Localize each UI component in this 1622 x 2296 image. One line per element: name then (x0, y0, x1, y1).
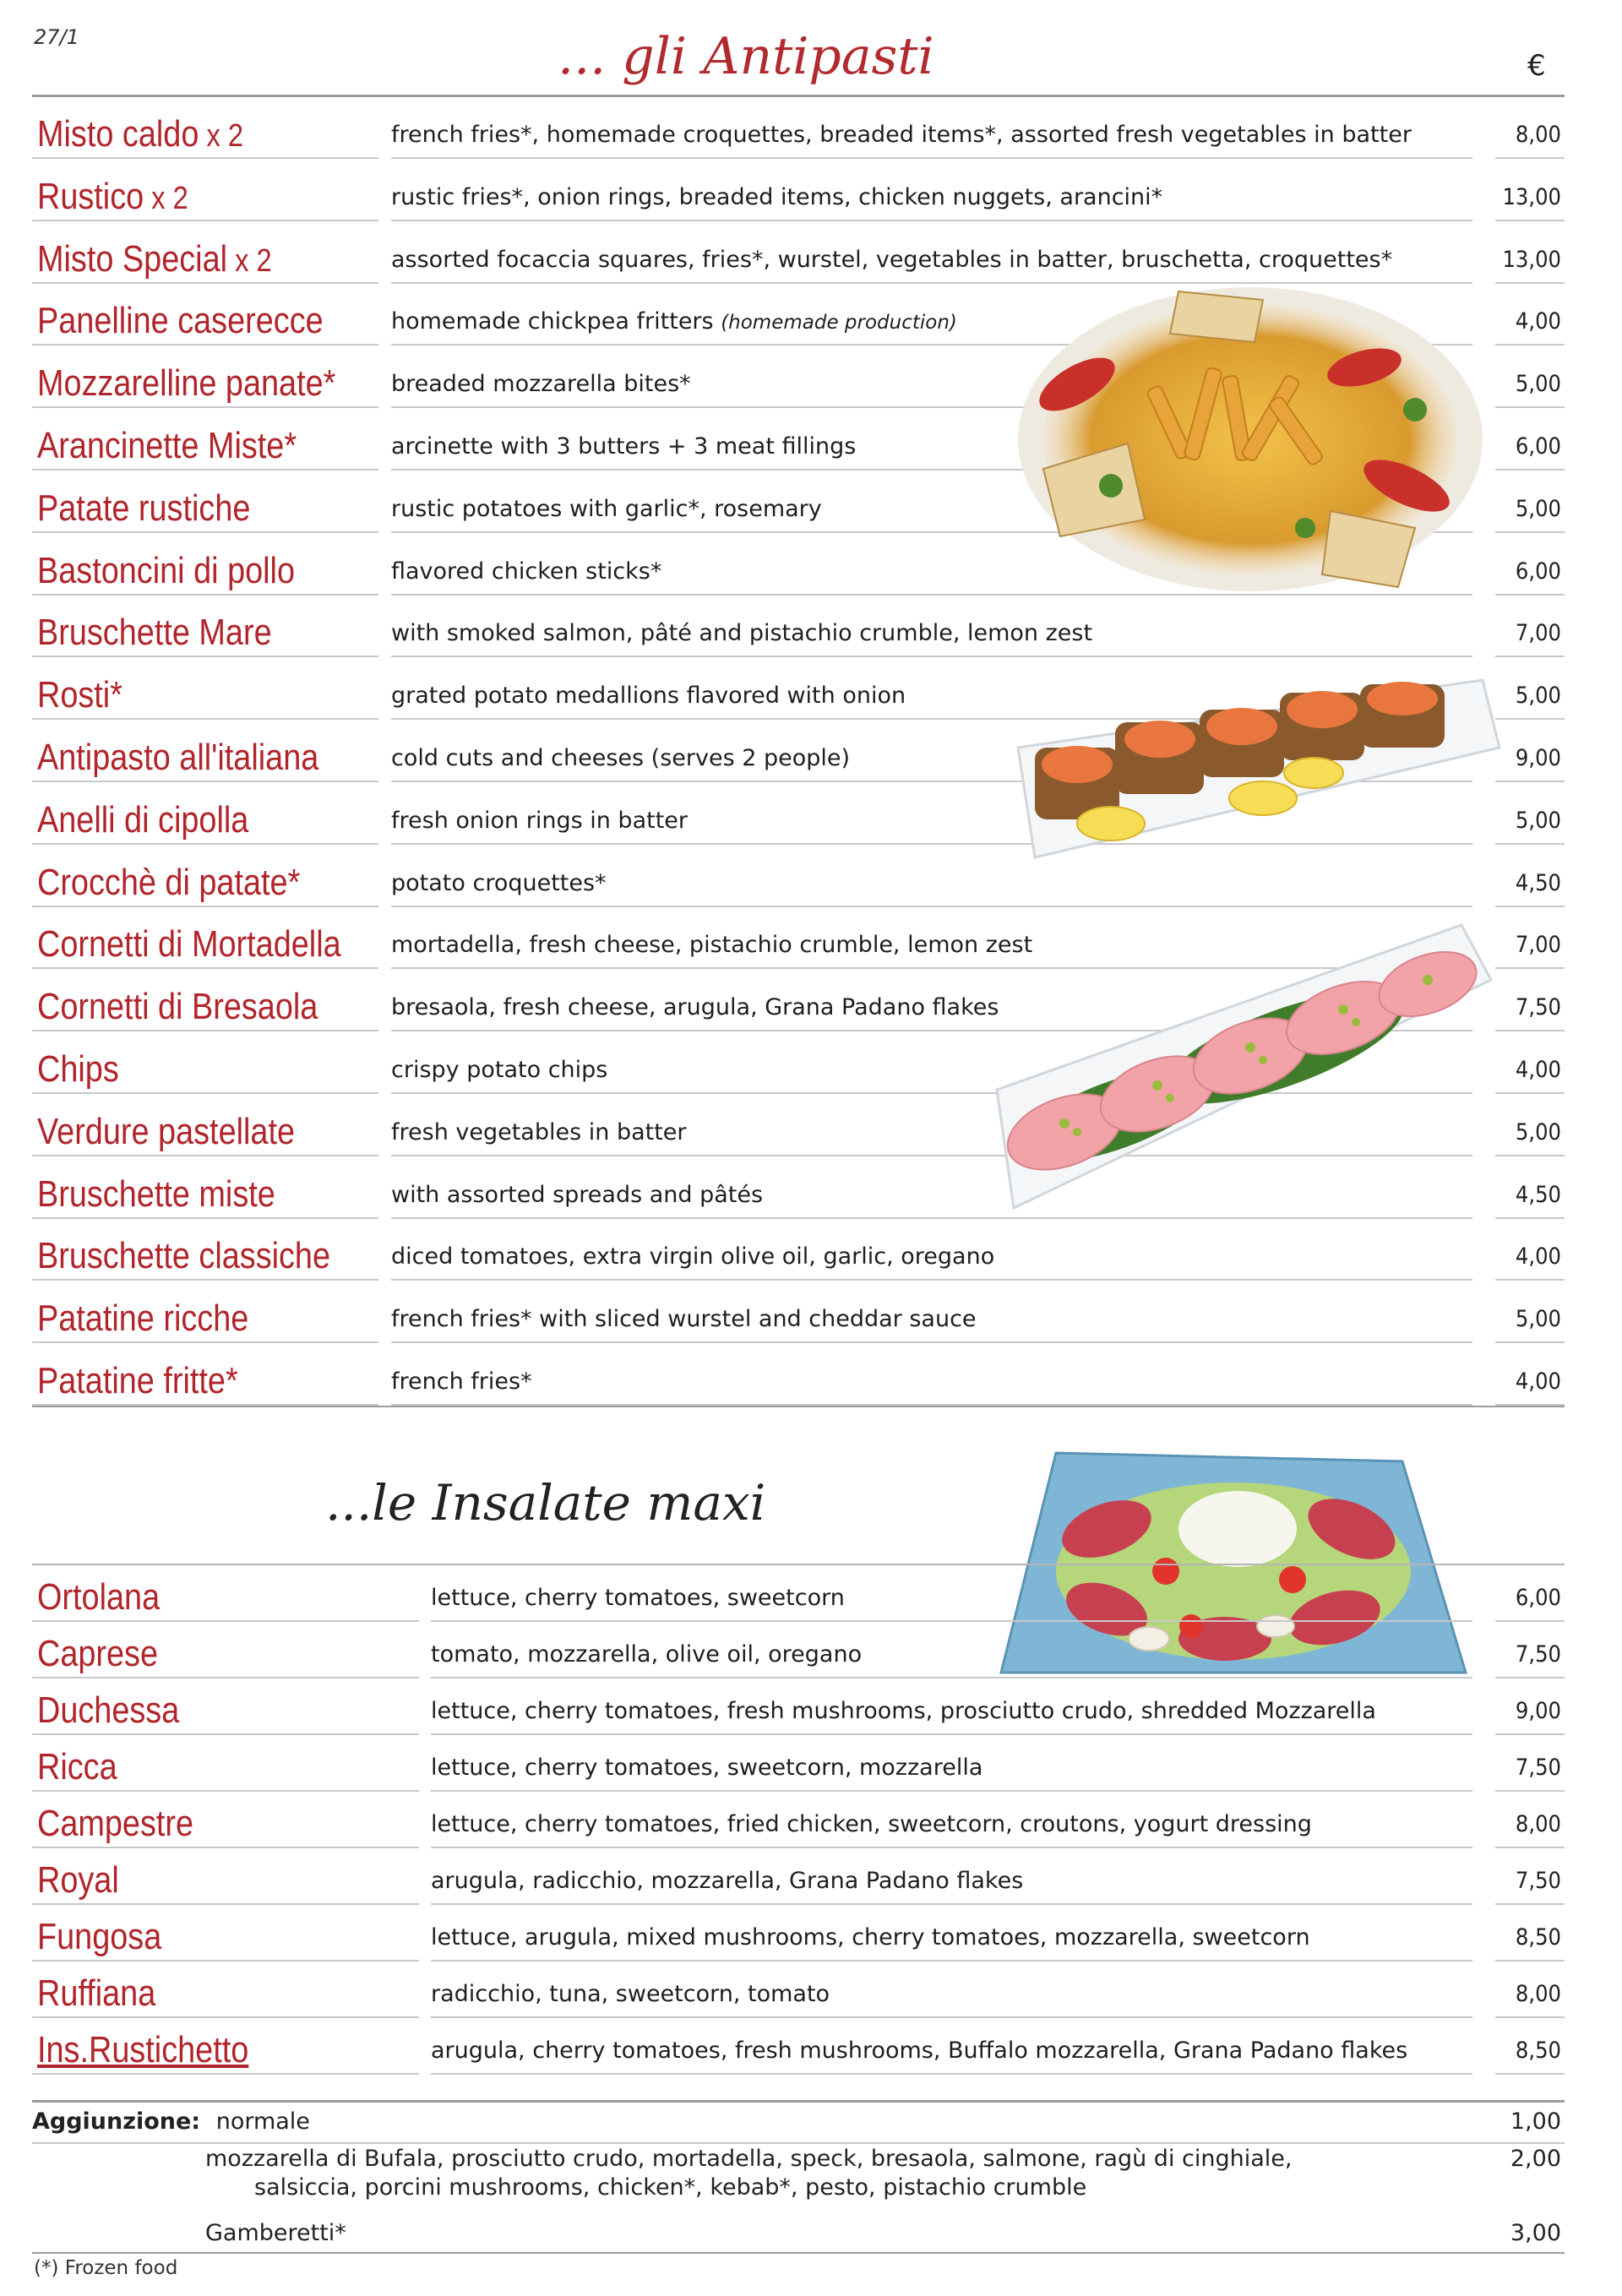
dish-description: flavored chicken sticks* (391, 558, 662, 585)
dish-description: grated potato medallions flavored with onion (391, 683, 906, 710)
dish-description: fresh vegetables in batter (391, 1118, 687, 1145)
salmon-bruschetta-photo (1010, 646, 1508, 874)
dish-name: Cornetti di Bresaola (37, 986, 318, 1028)
additions-label: Aggiunzione: (32, 2108, 201, 2135)
dish-description: rustic fries*, onion rings, breaded items, chicken nuggets, arancini* (391, 183, 1163, 210)
insalate-item (32, 1905, 1565, 1961)
dish-price: 5,00 (1515, 371, 1561, 398)
salad-description: lettuce, cherry tomatoes, fresh mushrooms, prosciutto crudo, shredded Mozzarella (431, 1698, 1376, 1724)
additions-premium-line2: salsiccia, porcini mushrooms, chicken*, kebab*, pesto, pistachio crumble (254, 2174, 1087, 2201)
dish-description: breaded mozzarella bites* (391, 371, 691, 398)
row-rule (431, 2073, 1472, 2075)
footnote: (*) Frozen food (34, 2257, 178, 2279)
salad-description: tomato, mozzarella, olive oil, oregano (431, 1641, 863, 1668)
additions-shrimp-price: 3,00 (1510, 2220, 1561, 2246)
dish-description: potato croquettes* (391, 869, 607, 896)
dish-description: fresh onion rings in batter (391, 807, 688, 834)
dish-name: Patate rustiche (37, 487, 251, 529)
dish-name: Misto caldo x 2 (37, 113, 244, 155)
salad-name: Ricca (37, 1746, 117, 1787)
dish-description: rustic potatoes with garlic*, rosemary (391, 495, 822, 522)
antipasti-item (32, 1343, 1565, 1406)
salad-description: lettuce, cherry tomatoes, sweetcorn (431, 1585, 845, 1611)
dish-description: crispy potato chips (391, 1057, 608, 1083)
dish-price: 5,00 (1515, 683, 1561, 710)
dish-price: 4,00 (1515, 1057, 1561, 1083)
dish-description: diced tomatoes, extra virgin olive oil, garlic, oregano (391, 1243, 995, 1270)
dish-price: 5,00 (1515, 1118, 1561, 1145)
dish-name: Patatine fritte* (37, 1360, 238, 1401)
dish-name: Arancinette Miste* (37, 425, 297, 466)
dish-description: french fries* (391, 1368, 532, 1395)
currency-symbol: € (1527, 49, 1546, 83)
insalate-item (32, 1678, 1565, 1735)
dish-name: Verdure pastellate (37, 1110, 296, 1152)
salad-name: Ruffiana (37, 1972, 156, 2014)
antipasti-title: ... gli Antipasti (558, 27, 934, 86)
salad-price: 7,50 (1515, 1755, 1561, 1781)
mortadella-rolls-photo (988, 921, 1495, 1212)
salad-description: arugula, radicchio, mozzarella, Grana Padano flakes (431, 1868, 1024, 1894)
dish-name: Crocchè di patate* (37, 861, 301, 903)
dish-description: french fries* with sliced wurstel and cheddar sauce (391, 1306, 977, 1333)
additions-shrimp-label: Gamberetti* (205, 2220, 346, 2246)
salad-name: Campestre (37, 1803, 194, 1844)
additions-shrimp-row (205, 2220, 1565, 2246)
insalate-item (32, 1792, 1565, 1848)
insalate-item (32, 2018, 1565, 2075)
dish-price: 9,00 (1515, 745, 1561, 771)
antipasti-item (32, 96, 1565, 159)
dish-name: Bastoncini di pollo (37, 549, 296, 591)
dish-name: Rustico x 2 (37, 175, 188, 217)
dish-price: 7,00 (1515, 932, 1561, 959)
salad-name: Ins.Rustichetto (37, 2029, 249, 2070)
dish-name: Antipasto all'italiana (37, 737, 319, 778)
dish-price: 4,50 (1515, 869, 1561, 896)
fried-platter-photo (1010, 275, 1491, 600)
salad-price: 9,00 (1515, 1698, 1561, 1724)
insalate-item (32, 1735, 1565, 1792)
dish-name: Chips (37, 1048, 119, 1090)
dish-price: 4,00 (1515, 308, 1561, 335)
dish-price: 5,00 (1515, 807, 1561, 834)
insalate-item (32, 1565, 1565, 1622)
dish-name: Anelli di cipolla (37, 798, 249, 841)
dish-description: cold cuts and cheeses (serves 2 people) (391, 745, 851, 771)
additions-premium-line1: mozzarella di Bufala, prosciutto crudo, mortadella, speck, bresaola, salmone, ragù di cinghiale, (205, 2146, 1293, 2172)
antipasti-item (32, 159, 1565, 221)
dish-name: Misto Special x 2 (37, 237, 272, 280)
dish-description: homemade chickpea fritters (homemade production) (391, 308, 957, 335)
salad-description: radicchio, tuna, sweetcorn, tomato (431, 1981, 830, 2007)
dish-description: with assorted spreads and pâtés (391, 1181, 764, 1208)
salad-price: 8,50 (1515, 1924, 1561, 1951)
salad-price: 7,50 (1515, 1641, 1561, 1668)
salad-price: 8,50 (1515, 2038, 1561, 2064)
salad-description: lettuce, cherry tomatoes, fried chicken, sweetcorn, croutons, yogurt dressing (431, 1811, 1312, 1837)
dish-description: assorted focaccia squares, fries*, wurstel, vegetables in batter, bruschetta, croquettes* (391, 246, 1393, 273)
additions-normal-row (32, 2108, 1565, 2135)
dish-description: mortadella, fresh cheese, pistachio crumble, lemon zest (391, 932, 1033, 959)
salad-name: Caprese (37, 1633, 159, 1674)
dish-name: Bruschette Mare (37, 612, 272, 654)
salad-description: arugula, cherry tomatoes, fresh mushrooms, Buffalo mozzarella, Grana Padano flakes (431, 2038, 1408, 2064)
dish-description: arcinette with 3 butters + 3 meat fillings (391, 433, 857, 460)
page-number: 27/1 (34, 25, 79, 49)
additions-rule-top (32, 2100, 1565, 2103)
additions-normal-price: 1,00 (1510, 2108, 1561, 2135)
additions-normal-label: normale (215, 2108, 310, 2135)
dish-name: Bruschette miste (37, 1172, 275, 1215)
insalate-item (32, 1848, 1565, 1905)
dish-description: with smoked salmon, pâté and pistachio crumble, lemon zest (391, 620, 1093, 647)
dish-description: bresaola, fresh cheese, arugula, Grana Padano flakes (391, 994, 999, 1021)
dish-price: 7,50 (1515, 994, 1561, 1021)
row-rule (1495, 2073, 1565, 2075)
dish-price: 5,00 (1515, 495, 1561, 522)
dish-price: 4,00 (1515, 1243, 1561, 1270)
dish-price: 6,00 (1515, 558, 1561, 585)
salad-price: 6,00 (1515, 1585, 1561, 1611)
dish-description: french fries*, homemade croquettes, breaded items*, assorted fresh vegetables in batter (391, 122, 1412, 148)
salad-description: lettuce, arugula, mixed mushrooms, cherry tomatoes, mozzarella, sweetcorn (431, 1924, 1310, 1951)
row-rule (32, 2073, 419, 2075)
salad-name: Fungosa (37, 1916, 162, 1957)
dish-name: Patatine ricche (37, 1298, 249, 1340)
insalate-item (32, 1961, 1565, 2018)
dish-price: 6,00 (1515, 433, 1561, 460)
dish-price: 4,50 (1515, 1181, 1561, 1208)
salad-price: 8,00 (1515, 1981, 1561, 2007)
dish-name: Mozzarelline panate* (37, 362, 336, 405)
antipasti-item (32, 1218, 1565, 1281)
dish-price: 7,00 (1515, 620, 1561, 647)
salad-price: 8,00 (1515, 1811, 1561, 1837)
dish-price: 13,00 (1502, 246, 1561, 273)
salad-name: Royal (37, 1859, 119, 1901)
insalate-title: ...le Insalate maxi (325, 1474, 766, 1532)
antipasti-bottom-rule (32, 1406, 1565, 1407)
antipasti-item (32, 1281, 1565, 1343)
dish-name: Bruschette classiche (37, 1235, 331, 1277)
dish-name: Cornetti di Mortadella (37, 923, 341, 966)
dish-price: 5,00 (1515, 1306, 1561, 1333)
dish-name: Panelline caserecce (37, 300, 324, 342)
dish-price: 8,00 (1515, 122, 1561, 148)
salad-price: 7,50 (1515, 1868, 1561, 1894)
dish-price: 4,00 (1515, 1368, 1561, 1395)
dish-name: Rosti* (37, 674, 122, 716)
dish-price: 13,00 (1502, 183, 1561, 210)
additions-rule-bottom (32, 2252, 1565, 2254)
insalate-item (32, 1622, 1565, 1678)
salad-name: Duchessa (37, 1689, 180, 1731)
additions-premium-price: 2,00 (1510, 2146, 1561, 2172)
salad-description: lettuce, cherry tomatoes, sweetcorn, mozzarella (431, 1755, 983, 1781)
additions-premium-row (205, 2146, 1565, 2201)
additions-rule (32, 2142, 1565, 2144)
salad-name: Ortolana (37, 1576, 161, 1618)
